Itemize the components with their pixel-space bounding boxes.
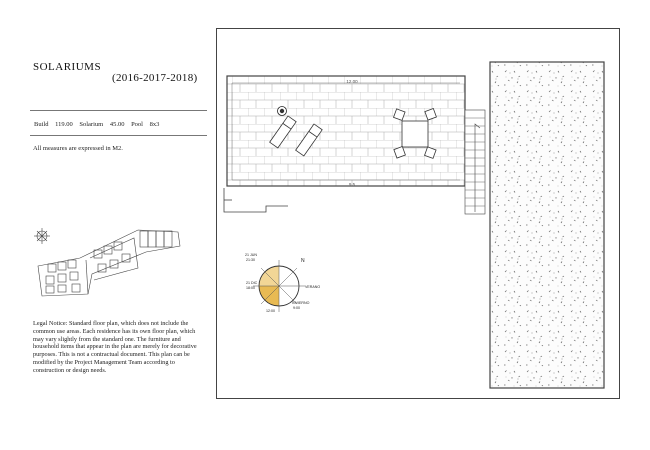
north-label: N — [301, 258, 305, 264]
site-key-plan — [28, 222, 188, 300]
parasol-icon — [278, 107, 287, 116]
pool-value: 8x3 — [149, 121, 160, 128]
area-stats — [34, 121, 164, 128]
divider-top — [30, 110, 207, 111]
summer-label: VERANO — [305, 285, 321, 289]
page-title: SOLARIUMS — [33, 61, 102, 73]
dimension-bottom: 9.5 — [348, 182, 356, 187]
building-block-outline — [38, 230, 180, 296]
winter-time-label: 21 DIC 18:00 — [246, 281, 258, 290]
noon-label: 12:00 — [266, 309, 275, 313]
divider-bottom — [30, 135, 207, 136]
solarium-terrace — [227, 76, 465, 187]
winter-label — [292, 301, 310, 310]
pool-label: Pool — [131, 121, 143, 128]
years-subtitle: (2016-2017-2018) — [112, 72, 198, 84]
solarium-floor-plan — [216, 28, 620, 399]
build-value: 119.00 — [55, 121, 73, 128]
gravel-garden — [490, 62, 604, 388]
terrace-edge — [224, 188, 288, 212]
compass-icon — [34, 228, 50, 244]
legal-notice: Legal Notice: Standard floor plan, which does not include the common use areas. Each residence has its own floor plan, which may vary slightly from the standard one. The furniture and household items that appear in the plan are merely for decorative purposes. This is not a contractual document. This plan can be modified by the Project Management Team according to construction or design needs. — [33, 320, 197, 374]
sun-path-diagram — [245, 253, 320, 313]
summer-time-label: 21 JUN 21:30 — [245, 253, 257, 262]
solarium-value: 45.00 — [109, 121, 125, 128]
solarium-label: Solarium — [79, 121, 104, 128]
winter-line-2: 9:00 — [293, 306, 300, 310]
dimension-top: 12.00 — [346, 79, 358, 84]
staircase — [465, 110, 485, 214]
measures-note: All measures are expressed in M2. — [33, 145, 123, 152]
winter-line-1: INVIERNO — [292, 301, 310, 305]
build-label: Build — [34, 121, 49, 128]
